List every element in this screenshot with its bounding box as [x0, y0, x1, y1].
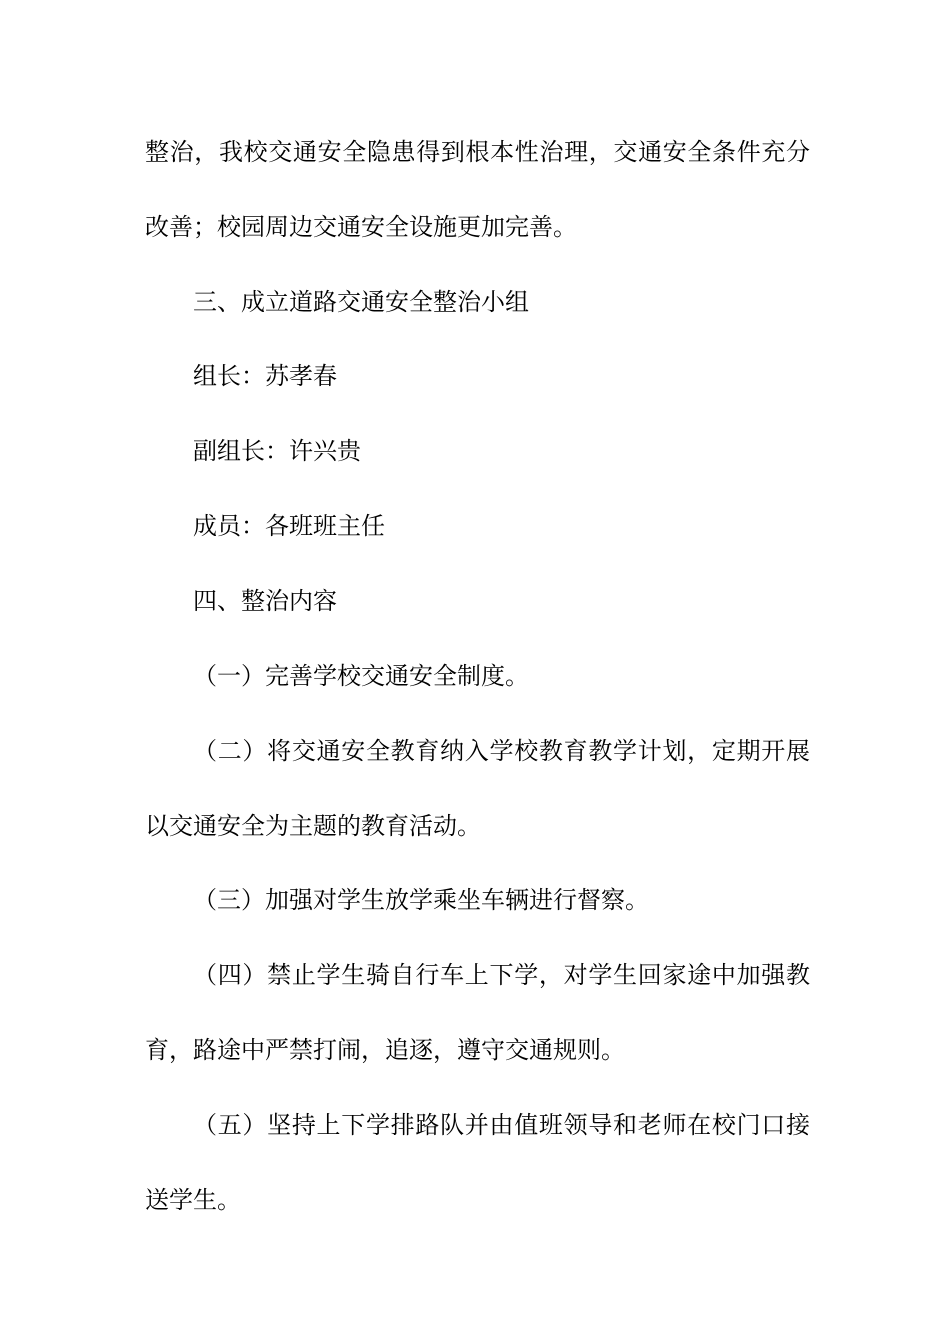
paragraph-line: 以交通安全为主题的教育活动。 — [145, 812, 481, 840]
paragraph-line: 副组长：许兴贵 — [193, 437, 361, 465]
paragraph-line: 送学生。 — [145, 1186, 241, 1214]
list-item: （五）坚持上下学排路队并由值班领导和老师在校门口接 — [193, 1111, 810, 1139]
paragraph-line: 组长：苏孝春 — [193, 362, 337, 390]
paragraph-line: 改善；校园周边交通安全设施更加完善。 — [145, 213, 577, 241]
list-item: （四）禁止学生骑自行车上下学，对学生回家途中加强教 — [193, 961, 810, 989]
section-heading: 四、整治内容 — [193, 587, 337, 615]
paragraph-line: 成员：各班班主任 — [193, 512, 385, 540]
section-heading: 三、成立道路交通安全整治小组 — [193, 288, 529, 316]
paragraph-line: 整治，我校交通安全隐患得到根本性治理，交通安全条件充分 — [145, 138, 810, 166]
list-item: （二）将交通安全教育纳入学校教育教学计划，定期开展 — [193, 737, 810, 765]
paragraph-line: 育，路途中严禁打闹，追逐，遵守交通规则。 — [145, 1036, 625, 1064]
list-item: （三）加强对学生放学乘坐车辆进行督察。 — [193, 886, 649, 914]
list-item: （一）完善学校交通安全制度。 — [193, 662, 529, 690]
